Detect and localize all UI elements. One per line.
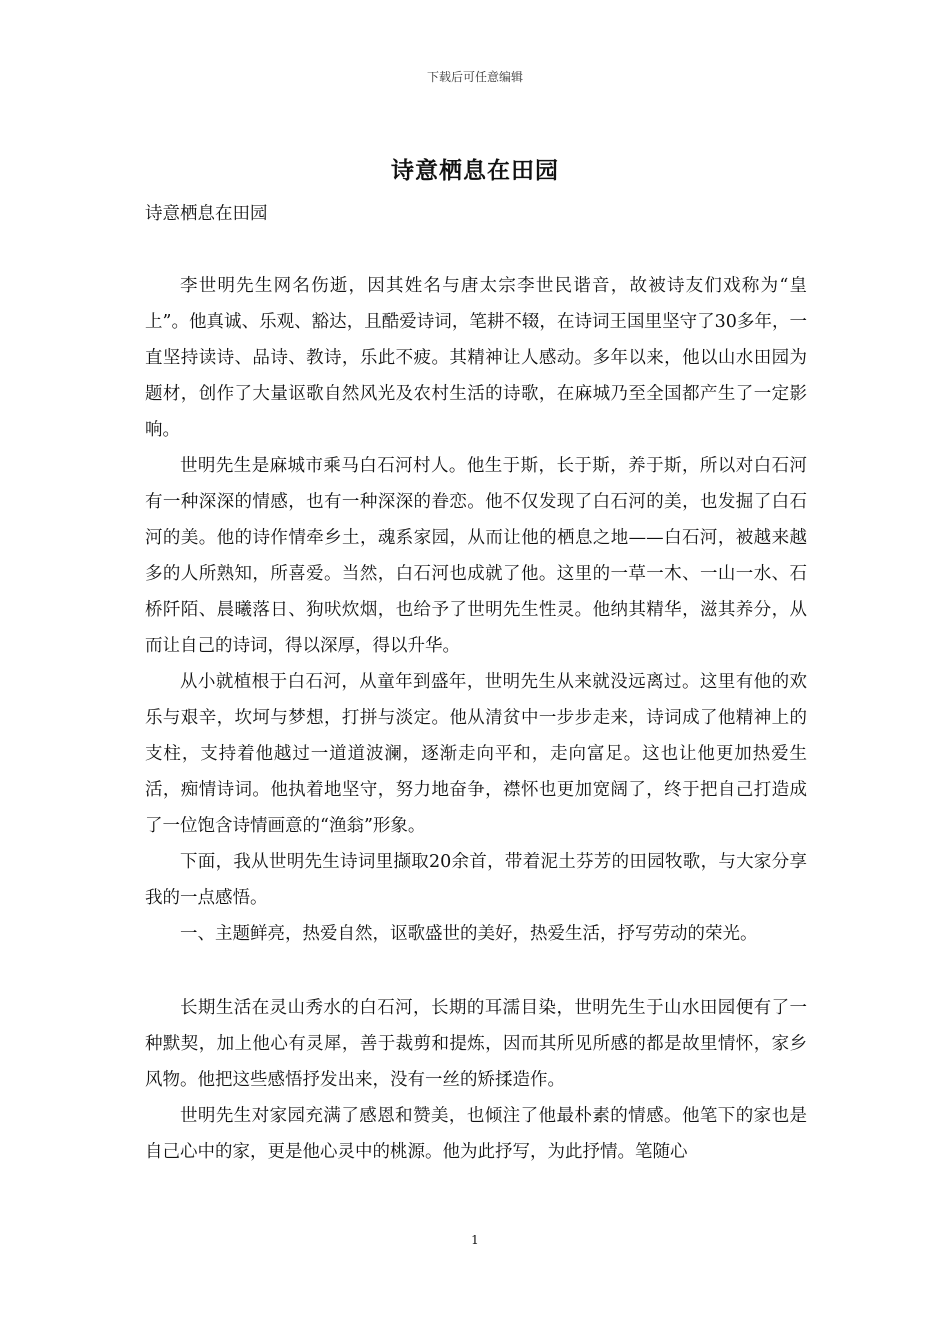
document-body [145,268,807,1170]
document-subtitle: 诗意栖息在田园 [145,204,268,224]
page-number: 1 [471,1233,479,1247]
paragraph-4: 下面，我从世明先生诗词里撷取20余首，带着泥土芬芳的田园牧歌，与大家分享我的一点感悟。 [145,852,807,908]
section-heading: 一、主题鲜亮，热爱自然，讴歌盛世的美好，热爱生活，抒写劳动的荣光。 [180,924,758,944]
paragraph-6: 世明先生对家园充满了感恩和赞美，也倾注了他最朴素的情感。他笔下的家也是自己心中的家，更是他心灵中的桃源。他为此抒写，为此抒情。笔随心 [145,1106,807,1162]
paragraph-1: 李世明先生网名伤逝，因其姓名与唐太宗李世民谐音，故被诗友们戏称为“皇上”。他真诚、乐观、豁达，且酷爱诗词，笔耕不辍，在诗词王国里坚守了30多年，一直坚持读诗、品诗、教诗，乐此不疲。其精神让人感动。多年以来，他以山水田园为题材，创作了大量讴歌自然风光及农村生活的诗歌，在麻城乃至全国都产生了一定影响。 [145,276,807,440]
paragraph-3: 从小就植根于白石河，从童年到盛年，世明先生从来就没远离过。这里有他的欢乐与艰辛，坎坷与梦想，打拼与淡定。他从清贫中一步步走来，诗词成了他精神上的支柱，支持着他越过一道道波澜，逐渐走向平和，走向富足。这也让他更加热爱生活，痴情诗词。他执着地坚守，努力地奋争，襟怀也更加宽阔了，终于把自己打造成了一位饱含诗情画意的“渔翁”形象。 [145,672,807,836]
paragraph-5: 长期生活在灵山秀水的白石河，长期的耳濡目染，世明先生于山水田园便有了一种默契，加上他心有灵犀，善于裁剪和提炼，因而其所见所感的都是故里情怀，家乡风物。他把这些感悟抒发出来，没有一丝的矫揉造作。 [145,998,807,1090]
header-note: 下载后可任意编辑 [426,70,523,84]
document-title: 诗意栖息在田园 [391,157,559,184]
paragraph-2: 世明先生是麻城市乘马白石河村人。他生于斯，长于斯，养于斯，所以对白石河有一种深深的情感，也有一种深深的眷恋。他不仅发现了白石河的美，也发掘了白石河的美。他的诗作情牵乡土，魂系家园，从而让他的栖息之地——白石河，被越来越多的人所熟知，所喜爱。当然，白石河也成就了他。这里的一草一木、一山一水、石桥阡陌、晨曦落日、狗吠炊烟，也给予了世明先生性灵。他纳其精华，滋其养分，从而让自己的诗词，得以深厚，得以升华。 [145,456,807,656]
